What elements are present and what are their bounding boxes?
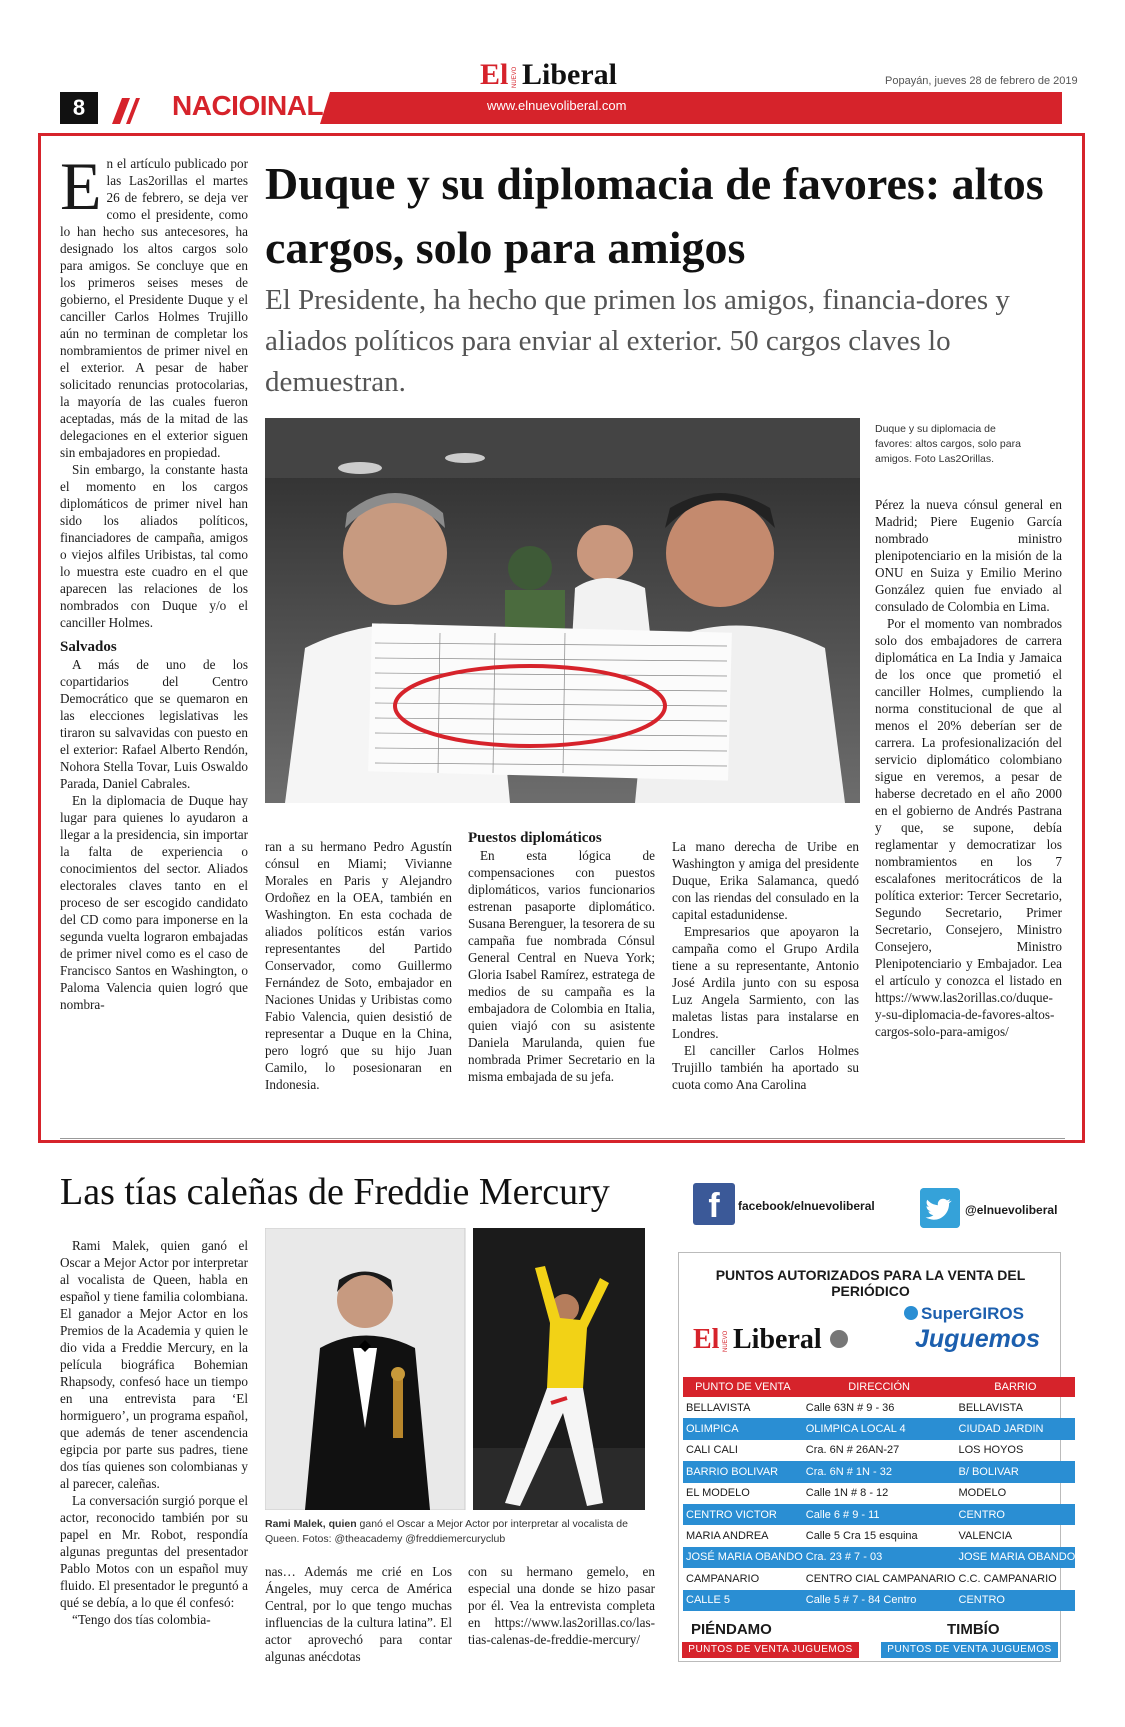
caption-bold: Rami Malek, quien [265, 1518, 357, 1530]
table-header-row [683, 1377, 1075, 1397]
column-header: PUNTO DE VENTA [683, 1377, 803, 1397]
paragraph: Pérez la nueva cónsul general en Madrid; Piere Eugenio García nombrado ministro plenipotenciario en la misión de la ONU en Suiza y Emilio Merino González quien fue enviado al consulado de Colombia en Lima. [875, 497, 1062, 614]
town-subtitle: PUNTOS DE VENTA JUGUEMOS [881, 1642, 1058, 1658]
paragraph: Empresarios que apoyaron la campaña como el Grupo Ardila tiene a su representante, Antonio José Ardila junto con su esposa Luz Angela Sarmiento, con las maletas listas para instalarse en Londres. [672, 924, 859, 1041]
paragraph: “Tengo dos tías colombia- [72, 1612, 211, 1627]
table-cell: CALI CALI [686, 1444, 738, 1457]
points-of-sale-box [678, 1252, 1076, 1662]
section-label: NACIOINAL [172, 90, 324, 121]
subheadline: El Presidente, ha hecho que primen los amigos, financia-dores y aliados políticos para enviar al exterior. 50 cargos claves lo demuestran. [265, 284, 1010, 398]
drop-cap: E [60, 148, 102, 224]
paragraph: En la diplomacia de Duque hay lugar para quienes lo ayudaron a llegar a la presidencia, sin importar la falta de experiencia o conocimientos del sector. Aliados electorales claves tanto en el proceso de ser escogido candidato del CD como para imponerse en la segunda vuelta lograron embajadas de primer nivel como es el caso de Francisco Santos en Washington, o Paloma Valencia quien logró que nombra- [60, 793, 248, 1012]
freddie-headline: Las tías caleñas de Freddie Mercury [60, 1171, 610, 1213]
table-cell: MARIA ANDREA [686, 1530, 769, 1543]
caption-text: ganó el Oscar a Mejor Actor por interpretar al vocalista de Queen. Fotos: @theacademy @freddiemercuryclub [265, 1518, 628, 1545]
article-column-1 [60, 148, 248, 1013]
twitter-bird-icon[interactable] [920, 1188, 960, 1228]
table-cell: Cra. 6N # 1N - 32 [803, 1461, 956, 1482]
table-row [683, 1461, 1075, 1482]
table-cell: CIUDAD JARDIN [956, 1418, 1076, 1439]
town-label: TIMBÍO [947, 1621, 1000, 1638]
table-row [683, 1525, 1075, 1546]
table-cell: Cra. 6N # 26AN-27 [805, 1444, 900, 1457]
table-row [683, 1504, 1075, 1525]
freddie-column-2 [265, 1563, 452, 1665]
table-row [683, 1397, 1075, 1418]
svg-text:NUEVO: NUEVO [512, 66, 518, 88]
column-header: DIRECCIÓN [803, 1377, 956, 1397]
paragraph: n el artículo publicado por las Las2orillas el martes 26 de febrero, se deja ver como el presidente, como lo han hecho sus antecesores, ha designado los altos cargos solo para amigos. Se concluye que en los primeros seises meses de gobierno, el Presidente Duque y el canciller Carlos Holmes Trujillo aún no terminan de completar los nombramientos de primer nivel en el exterior. A pesar de haber solicitado renuncias protocolarias, la mayoría de las cuales fueron aceptadas, más de la mitad de las delegaciones en el exterior siguen sin embajadores en propiedad. [60, 156, 248, 460]
svg-text:El: El [693, 1324, 720, 1355]
page-number: 8 [60, 92, 98, 124]
table-cell: Calle 6 # 9 - 11 [803, 1504, 956, 1525]
table-row [683, 1483, 1075, 1504]
svg-text:Liberal: Liberal [733, 1324, 822, 1355]
table-cell: CAMPANARIO [686, 1572, 760, 1585]
dateline: Popayán, jueves 28 de febrero de 2019 [885, 75, 1078, 87]
table-cell: Cra. 23 # 7 - 03 [803, 1547, 956, 1568]
svg-text:SuperGIROS: SuperGIROS [921, 1304, 1024, 1323]
town-label: PIÉNDAMO [691, 1621, 772, 1638]
paragraph: El canciller Carlos Holmes Trujillo también ha aportado su cuota como Ana Carolina [672, 1043, 859, 1092]
town-subtitle: PUNTOS DE VENTA JUGUEMOS [682, 1642, 859, 1658]
table-row [683, 1418, 1075, 1439]
table-cell: B/ BOLIVAR [956, 1461, 1076, 1482]
table-cell: OLIMPICA LOCAL 4 [803, 1418, 956, 1439]
table-row [683, 1547, 1075, 1568]
supergiros-juguemos-logo [901, 1301, 1051, 1363]
table-cell: JOSE MARIA OBANDO [956, 1547, 1076, 1568]
paragraph: nas… Además me crié en Los Ángeles, muy cerca de América Central, por lo que tengo muchas influencias de la cultura latina”. El actor aprovechó para contar algunas anécdotas [265, 1564, 452, 1664]
duque-holmes-photo [265, 418, 860, 803]
article-column-2 [265, 838, 452, 1093]
svg-text:NUEVO: NUEVO [723, 1330, 729, 1352]
paragraph: ran a su hermano Pedro Agustín cónsul en Miami; Vivianne Morales en Paris y Alejandro Ordoñez en la OEA, también en Washington. En esta cochada de aliados políticos están varios representantes del Partido Conservador, como Guillermo Fernández de Soto, embajador en Naciones Unidas y Uribistas como Fabio Valencia, quien desistió de representar a Duque en la China, pero logró que su hijo Juan Camilo, lo posesionaran en Indonesia. [265, 839, 452, 1092]
freddie-column-1 [60, 1237, 248, 1628]
divider [60, 1138, 1065, 1139]
table-cell: OLIMPICA [683, 1418, 803, 1439]
facebook-icon[interactable]: f [693, 1183, 735, 1225]
svg-text:Juguemos: Juguemos [915, 1325, 1041, 1353]
table-row [683, 1440, 1075, 1461]
paragraph: La conversación surgió porque el actor, reconocido también por su papel en Mr. Robot, respondía algunas preguntas del presentador Pablo Motos con un español muy fluido. El presentador le preguntó a qué se debía, a lo que él confesó: [60, 1493, 248, 1610]
subheading: Salvados [60, 639, 117, 655]
rami-malek-freddie-photos [265, 1228, 645, 1510]
article-column-4 [672, 838, 859, 1093]
pos-title: PUNTOS AUTORIZADOS PARA LA VENTA DEL PERIÓDICO [715, 1267, 1026, 1299]
paragraph: La mano derecha de Uribe en Washington y amiga del presidente Duque, Erika Salamanca, quedó con las riendas del consulado en la capital estadunidense. [672, 839, 859, 922]
table-cell: JOSÉ MARIA OBANDO [683, 1547, 803, 1568]
table-cell: EL MODELO [686, 1487, 750, 1500]
table-cell: CENTRO CIAL CAMPANARIO [805, 1572, 956, 1585]
table-cell: VALENCIA [958, 1530, 1013, 1543]
paragraph: En esta lógica de compensaciones con puestos diplomáticos, varios funcionarios estrenan pasaporte diplomático. Susana Berenguer, la tesorera de su campaña fue nombrada Cónsul General Central en Nueva York; Gloria Isabel Ramírez, estratega de medios de su campaña es la embajadora de Colombia en Italia, quien viajó con su asistente Daniela Marulanda, quien fue nombrada Primer Secretario en la misma embajada de su jefa. [468, 848, 655, 1084]
facebook-handle[interactable]: facebook/elnuevoliberal [738, 1199, 875, 1213]
subheading: Puestos diplomáticos [468, 830, 602, 846]
table-cell: C.C. CAMPANARIO [958, 1572, 1057, 1585]
headline: Duque y su diplomacia de favores: altos cargos, solo para amigos [265, 158, 1044, 273]
table-row [683, 1568, 1075, 1589]
site-url[interactable]: www.elnuevoliberal.com [487, 98, 627, 113]
table-cell: Calle 1N # 8 - 12 [805, 1487, 889, 1500]
article-column-5 [875, 496, 1062, 1040]
paragraph: Por el momento van nombrados solo dos embajadores de carrera diplomática en La India y Jamaica de los once que prometió el canciller Holmes, cumpliendo la norma constitucional de que al menos el 20% deberían ser de carrera. La profesionalización del servicio diplomático colombiano sigue en veremos, a pesar de haberse decretado en el año 2000 en el gobierno de Andrés Pastrana y que, se supone, debía reglamentar y democratizar los nombramientos en los 7 escalafones meritocráticos de la política exterior: Tercer Secretario, Segundo Secretario, Primer Secretario, Consejero, Ministro Consejero, Ministro Plenipotenciario y Embajador. Lea el artículo y conozca el listado en https://www.las2orillas.co/duque-y-su-diplomacia-de-favores-altos-cargos-solo-para-amigos/ [875, 616, 1062, 1039]
svg-text:Liberal: Liberal [522, 58, 617, 91]
column-header: BARRIO [956, 1377, 1076, 1397]
photo-caption: Duque y su diplomacia de favores: altos cargos, solo para amigos. Foto Las2Orillas. [875, 423, 1021, 465]
table-row [683, 1590, 1075, 1611]
paragraph: Rami Malek, quien ganó el Oscar a Mejor Actor por interpretar al vocalista de Queen, habla en español y tiene familia colombiana. El ganador a Mejor Actor en los Premios de la Academia y quien le dio vida a Freddie Mercury, en la película biográfica Bohemian Rhapsody, confesó hace un tiempo en una entrevista para ‘El hormiguero’, un programa español, que además de tener ascendencia egipcia por parte sus padres, tiene dos tías quienes son colombianas y al parecer, caleñas. [60, 1238, 248, 1491]
svg-text:El: El [480, 58, 509, 91]
table-cell: BELLAVISTA [686, 1401, 751, 1414]
table-cell: Calle 5 # 7 - 84 Centro [803, 1590, 956, 1611]
table-cell: BARRIO BOLIVAR [683, 1461, 803, 1482]
table-cell: MODELO [958, 1487, 1007, 1500]
points-of-sale-table [683, 1377, 1075, 1611]
table-cell: CENTRO [956, 1590, 1076, 1611]
table-cell: CENTRO [956, 1504, 1076, 1525]
freddie-column-3 [468, 1563, 655, 1648]
twitter-handle[interactable]: @elnuevoliberal [965, 1203, 1058, 1217]
paragraph: Sin embargo, la constante hasta el momento en los cargos diplomáticos de primer nivel han sido los aliados políticos, financiadores de campaña, amigos o viejos alfiles Uribistas, tal como lo muestra este cuadro en el que aparecen las relaciones de los nombrados con Duque y/o el canciller Holmes. [60, 462, 248, 630]
paragraph: con su hermano gemelo, en especial una donde se hizo pasar por él. Vea la entrevista completa en https://www.las2orillas.co/las-tias-calenas-de-freddie-mercury/ [468, 1564, 655, 1647]
table-cell: Calle 63N # 9 - 36 [805, 1401, 895, 1414]
photo-caption [265, 1517, 655, 1547]
newspaper-logo [691, 1321, 851, 1355]
paragraph: A más de uno de los copartidarios del Centro Democrático que se quemaron en las elecciones legislativas les tiraron su salvavidas con puesto en el exterior: Rafael Alberto Rendón, Nohora Stella Tovar, Luis Oswaldo Parada, Daniel Cabrales. [60, 657, 248, 791]
table-cell: CALLE 5 [683, 1590, 803, 1611]
newspaper-logo [478, 56, 643, 92]
table-cell: BELLAVISTA [958, 1401, 1023, 1414]
table-cell: CENTRO VICTOR [683, 1504, 803, 1525]
table-cell: Calle 5 Cra 15 esquina [805, 1530, 918, 1543]
table-cell: LOS HOYOS [958, 1444, 1024, 1457]
article-column-3 [468, 830, 655, 1085]
